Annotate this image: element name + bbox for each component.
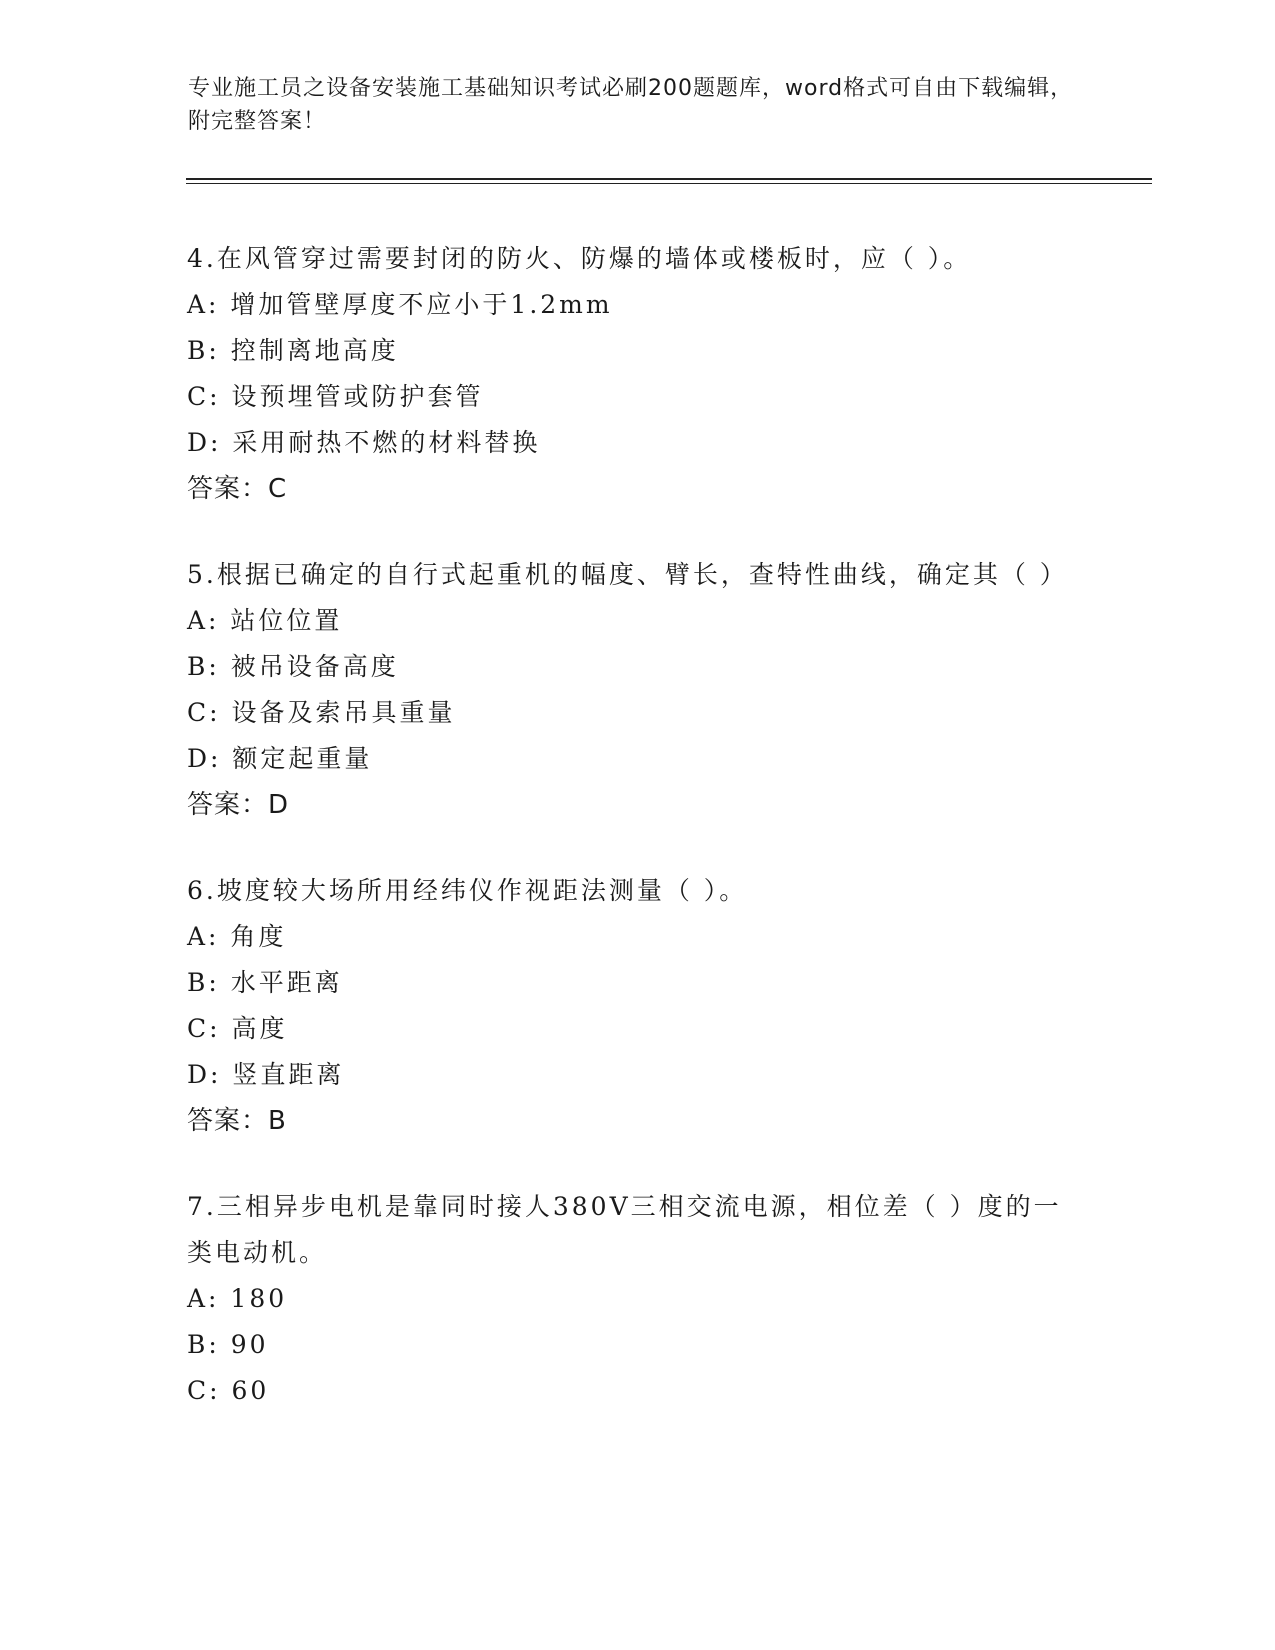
option-a: A: 角度 xyxy=(187,922,287,951)
question-7 xyxy=(187,1184,1067,1414)
option-a: A: 站位位置 xyxy=(187,606,343,635)
option-c: C: 设预埋管或防护套管 xyxy=(187,382,484,411)
question-stem: 4.在风管穿过需要封闭的防火、防爆的墙体或楼板时，应（ ）。 xyxy=(187,244,972,273)
question-5 xyxy=(187,552,1067,828)
option-d: D: 采用耐热不燃的材料替换 xyxy=(187,428,541,457)
option-a: A: 180 xyxy=(187,1284,288,1313)
question-stem: 5.根据已确定的自行式起重机的幅度、臂长，查特性曲线，确定其（ ） xyxy=(187,560,1068,589)
option-d: D: 竖直距离 xyxy=(187,1060,345,1089)
question-list xyxy=(187,236,1067,1454)
option-a: A: 增加管壁厚度不应小于1.2mm xyxy=(187,290,613,319)
question-stem: 6.坡度较大场所用经纬仪作视距法测量（ ）。 xyxy=(187,876,748,905)
option-c: C: 高度 xyxy=(187,1014,288,1043)
question-4 xyxy=(187,236,1067,512)
answer-label: 答案：C xyxy=(187,474,288,504)
answer-label: 答案：B xyxy=(187,1106,287,1136)
option-b: B: 控制离地高度 xyxy=(187,336,399,365)
option-b: B: 90 xyxy=(187,1330,269,1359)
option-d: D: 额定起重量 xyxy=(187,744,373,773)
question-stem: 7.三相异步电机是靠同时接人380V三相交流电源，相位差（ ）度的一类电动机。 xyxy=(187,1192,1062,1267)
header-divider-thick xyxy=(186,178,1152,180)
header-divider-thin xyxy=(186,183,1152,184)
answer-label: 答案：D xyxy=(187,790,290,820)
document-header: 专业施工员之设备安装施工基础知识考试必刷200题题库，word格式可自由下载编辑，附完整答案！ xyxy=(188,76,1074,134)
question-6 xyxy=(187,868,1067,1144)
option-c: C: 设备及索吊具重量 xyxy=(187,698,456,727)
option-c: C: 60 xyxy=(187,1376,270,1405)
option-b: B: 被吊设备高度 xyxy=(187,652,399,681)
option-b: B: 水平距离 xyxy=(187,968,343,997)
